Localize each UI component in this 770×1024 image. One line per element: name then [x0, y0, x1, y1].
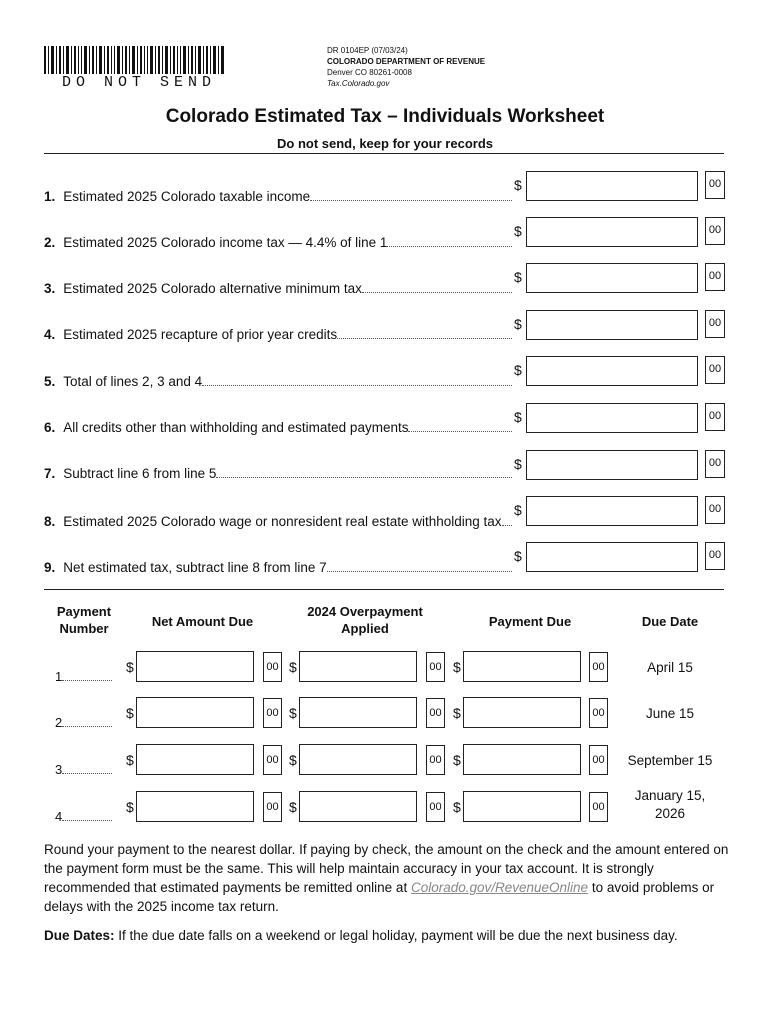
line-text: Estimated 2025 Colorado taxable income — [63, 189, 311, 204]
line-number: 6. — [44, 420, 56, 435]
col-due-date: Due Date — [641, 614, 699, 629]
payment-1-overpayment-cents: 00 — [426, 652, 445, 682]
payment-4-payment-due-input[interactable] — [463, 791, 581, 822]
worksheet-line-1-label — [44, 189, 512, 204]
payment-2-overpayment-cents: 00 — [426, 698, 445, 728]
rounding-note — [44, 840, 734, 916]
dollar-sign: $ — [514, 548, 522, 564]
line-text: All credits other than withholding and estimated payments — [63, 420, 409, 435]
dollar-sign: $ — [514, 316, 522, 332]
line-number: 8. — [44, 514, 56, 529]
payment-number-value: 4 — [55, 809, 63, 824]
line-text: Estimated 2025 Colorado wage or nonresident real estate withholding tax — [63, 514, 502, 529]
leader-dots — [62, 716, 112, 727]
payment-3-net-amount-input[interactable] — [136, 744, 254, 775]
due-dates-label: Due Dates: — [44, 928, 115, 943]
leader-dots — [408, 421, 512, 432]
payment-4-due-date: January 15, 2026 — [634, 788, 706, 821]
line-number: 1. — [44, 189, 56, 204]
line-number: 9. — [44, 560, 56, 575]
payment-number-value: 3 — [55, 762, 63, 777]
dollar-sign: $ — [514, 362, 522, 378]
line-7-cents: 00 — [705, 450, 725, 478]
dollar-sign: $ — [126, 799, 134, 815]
line-8-cents: 00 — [705, 496, 725, 524]
dollar-sign: $ — [514, 177, 522, 193]
dollar-sign: $ — [514, 223, 522, 239]
due-dates-note — [44, 926, 734, 945]
page-subtitle: Do not send, keep for your records — [277, 136, 493, 151]
line-number: 7. — [44, 466, 56, 481]
payment-3-payment-due-input[interactable] — [463, 744, 581, 775]
line-8-amount-input[interactable] — [526, 496, 698, 526]
payment-2-net-amount-input[interactable] — [136, 697, 254, 728]
payment-3-due-date: September 15 — [627, 753, 713, 768]
payment-1-net-amount-cents: 00 — [263, 652, 282, 682]
payment-number — [55, 809, 112, 824]
payment-number — [55, 715, 112, 730]
line-text: Estimated 2025 recapture of prior year credits — [63, 327, 338, 342]
line-2-cents: 00 — [705, 217, 725, 245]
line-9-cents: 00 — [705, 542, 725, 570]
line-3-amount-input[interactable] — [526, 263, 698, 293]
col-payment-due: Payment Due — [488, 614, 572, 629]
payment-number-value: 1 — [55, 669, 63, 684]
line-6-amount-input[interactable] — [526, 403, 698, 433]
dollar-sign: $ — [514, 409, 522, 425]
col-net-amount: Net Amount Due — [151, 614, 254, 629]
payment-4-payment-due-cents: 00 — [589, 792, 608, 822]
worksheet-line-9-label — [44, 560, 512, 575]
col-payment-number: Payment Number — [56, 604, 112, 636]
line-7-amount-input[interactable] — [526, 450, 698, 480]
payment-4-overpayment-cents: 00 — [426, 792, 445, 822]
dollar-sign: $ — [126, 659, 134, 675]
line-5-cents: 00 — [705, 356, 725, 384]
form-number: DR 0104EP (07/03/24) — [327, 46, 408, 55]
revenue-online-link[interactable]: Colorado.gov/RevenueOnline — [410, 880, 589, 895]
line-text: Total of lines 2, 3 and 4 — [63, 374, 203, 389]
line-4-cents: 00 — [705, 310, 725, 338]
line-text: Estimated 2025 Colorado income tax — 4.4% of line 1 — [63, 235, 388, 250]
dollar-sign: $ — [289, 752, 297, 768]
payment-3-net-amount-cents: 00 — [263, 745, 282, 775]
dollar-sign: $ — [453, 705, 461, 721]
line-3-cents: 00 — [705, 263, 725, 291]
line-1-cents: 00 — [705, 171, 725, 199]
department-name: COLORADO DEPARTMENT OF REVENUE — [327, 57, 486, 66]
payment-1-net-amount-input[interactable] — [136, 651, 254, 682]
leader-dots — [216, 467, 512, 478]
form-identifier — [327, 45, 485, 89]
line-number: 2. — [44, 235, 56, 250]
payment-3-overpayment-cents: 00 — [426, 745, 445, 775]
page-title: Colorado Estimated Tax – Individuals Worksheet — [165, 106, 605, 127]
rounding-note-text-end: to avoid problems or delays with the 2025 income tax return. — [44, 880, 715, 914]
leader-dots — [202, 375, 512, 386]
payment-1-payment-due-cents: 00 — [589, 652, 608, 682]
line-text: Net estimated tax, subtract line 8 from line 7 — [63, 560, 327, 575]
payment-1-due-date: April 15 — [647, 660, 693, 675]
payment-4-net-amount-input[interactable] — [136, 791, 254, 822]
payment-2-payment-due-cents: 00 — [589, 698, 608, 728]
payment-3-overpayment-input[interactable] — [299, 744, 417, 775]
dollar-sign: $ — [289, 659, 297, 675]
payment-number — [55, 762, 112, 777]
leader-dots — [337, 328, 512, 339]
barcode — [44, 46, 224, 74]
payment-4-overpayment-input[interactable] — [299, 791, 417, 822]
dollar-sign: $ — [126, 752, 134, 768]
dollar-sign: $ — [514, 269, 522, 285]
line-number: 3. — [44, 281, 56, 296]
line-text: Subtract line 6 from line 5 — [63, 466, 217, 481]
dollar-sign: $ — [289, 705, 297, 721]
line-1-amount-input[interactable] — [526, 171, 698, 201]
worksheet-line-3-label — [44, 281, 512, 296]
leader-dots — [502, 515, 512, 526]
line-5-amount-input[interactable] — [526, 356, 698, 386]
department-address: Denver CO 80261-0008 — [327, 68, 412, 77]
leader-dots — [310, 190, 512, 201]
leader-dots — [387, 236, 512, 247]
leader-dots — [327, 561, 512, 572]
payment-1-overpayment-input[interactable] — [299, 651, 417, 682]
worksheet-line-2-label — [44, 235, 512, 250]
leader-dots — [62, 810, 112, 821]
line-6-cents: 00 — [705, 403, 725, 431]
line-number: 5. — [44, 374, 56, 389]
leader-dots — [362, 282, 512, 293]
lines-divider — [44, 589, 724, 590]
worksheet-line-8-label — [44, 514, 512, 529]
payment-2-net-amount-cents: 00 — [263, 698, 282, 728]
payment-2-due-date: June 15 — [645, 706, 695, 721]
payment-2-payment-due-input[interactable] — [463, 697, 581, 728]
line-9-amount-input[interactable] — [526, 542, 698, 572]
do-not-send-stamp: DO NOT SEND — [62, 74, 217, 91]
dollar-sign: $ — [453, 659, 461, 675]
line-2-amount-input[interactable] — [526, 217, 698, 247]
rounding-note-text: Round your payment to the nearest dollar. If paying by check, the amount on the check and the amount entered on the payment form must be the same. This will help maintain accuracy in your tax account. It is strongly recommended that estimated payments be remitted online at — [44, 842, 729, 895]
worksheet-line-6-label — [44, 420, 512, 435]
dollar-sign: $ — [453, 799, 461, 815]
payment-number-value: 2 — [55, 715, 63, 730]
payment-3-payment-due-cents: 00 — [589, 745, 608, 775]
dollar-sign: $ — [453, 752, 461, 768]
dollar-sign: $ — [126, 705, 134, 721]
dollar-sign: $ — [289, 799, 297, 815]
department-website: Tax.Colorado.gov — [327, 79, 390, 88]
dollar-sign: $ — [514, 456, 522, 472]
leader-dots — [62, 763, 112, 774]
dollar-sign: $ — [514, 502, 522, 518]
payment-2-overpayment-input[interactable] — [299, 697, 417, 728]
line-4-amount-input[interactable] — [526, 310, 698, 340]
payment-1-payment-due-input[interactable] — [463, 651, 581, 682]
payment-4-net-amount-cents: 00 — [263, 792, 282, 822]
col-overpayment: 2024 Overpayment Applied — [307, 604, 423, 636]
leader-dots — [62, 670, 112, 681]
header-divider — [44, 153, 724, 154]
payment-number — [55, 669, 112, 684]
worksheet-line-4-label — [44, 327, 512, 342]
worksheet-line-5-label — [44, 374, 512, 389]
line-text: Estimated 2025 Colorado alternative minimum tax — [63, 281, 362, 296]
due-dates-text: If the due date falls on a weekend or legal holiday, payment will be due the next business day. — [114, 928, 678, 943]
worksheet-line-7-label — [44, 466, 512, 481]
line-number: 4. — [44, 327, 56, 342]
